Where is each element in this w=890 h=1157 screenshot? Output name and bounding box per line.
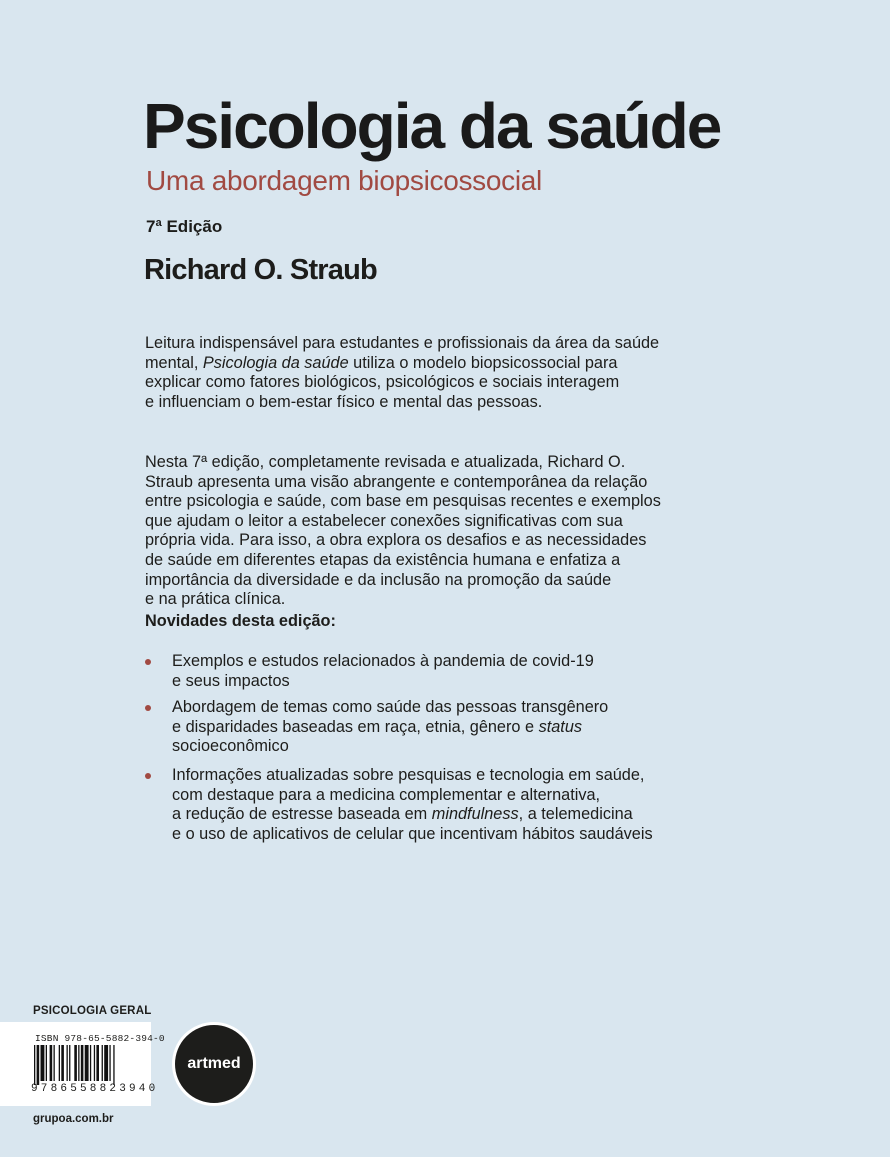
barcode-bar <box>113 1045 114 1085</box>
barcode-bar <box>67 1045 68 1081</box>
barcode-bar <box>41 1045 45 1081</box>
text-line <box>172 718 608 738</box>
edition-label: 7ª Edição <box>146 217 223 236</box>
text-line: entre psicologia e saúde, com base em pesquisas recentes e exemplos <box>145 492 661 511</box>
text-line: e na prática clínica. <box>145 590 286 609</box>
text-line: e o uso de aplicativos de celular que incentivam hábitos saudáveis <box>172 824 653 843</box>
text-line <box>145 354 659 374</box>
barcode-bar <box>104 1045 108 1081</box>
barcode-bar <box>37 1045 40 1085</box>
text-line: Informações atualizadas sobre pesquisas e tecnologia em saúde, <box>172 766 645 784</box>
bullet-dot-icon <box>145 705 151 711</box>
publisher-name: artmed <box>187 1055 241 1072</box>
novidades-heading: Novidades desta edição: <box>145 612 336 630</box>
barcode-bar <box>54 1045 55 1081</box>
barcode-icon <box>34 1045 142 1085</box>
text-line: com destaque para a medicina complementar e alternativa, <box>172 785 601 804</box>
barcode-bar <box>61 1045 64 1081</box>
text-segment: mental, <box>145 353 203 372</box>
bullet-dot-icon <box>145 773 151 779</box>
description-paragraph-2 <box>145 453 661 610</box>
barcode-bar <box>94 1045 95 1081</box>
text-segment: e disparidades baseadas em raça, etnia, gênero e <box>172 717 539 736</box>
barcode-bar <box>74 1045 77 1081</box>
barcode-bar <box>50 1045 53 1081</box>
barcode-bar <box>59 1045 60 1081</box>
italic-book-title: Psicologia da saúde <box>202 353 349 372</box>
bullet-dot-icon <box>145 659 151 665</box>
barcode-number: 9786558823940 <box>31 1083 159 1095</box>
description-paragraph-1 <box>145 334 659 412</box>
isbn-text: ISBN 978-65-5882-394-0 <box>35 1033 165 1044</box>
text-line <box>172 805 653 825</box>
text-line: de saúde em diferentes etapas da existência humana e enfatiza a <box>145 550 621 569</box>
category-label: PSICOLOGIA GERAL <box>33 1005 152 1017</box>
text-line: Leitura indispensável para estudantes e profissionais da área da saúde <box>145 334 660 352</box>
text-line: Abordagem de temas como saúde das pessoas transgênero <box>172 698 609 716</box>
text-line: Exemplos e estudos relacionados à pandemia de covid-19 <box>172 652 594 670</box>
text-line: socioeconômico <box>172 737 289 756</box>
text-line: que ajudam o leitor a estabelecer conexões significativas com sua <box>145 511 623 530</box>
text-line: Nesta 7ª edição, completamente revisada e atualizada, Richard O. <box>145 453 626 471</box>
book-title: Psicologia da saúde <box>143 90 721 162</box>
italic-term: status <box>538 717 583 736</box>
publisher-logo <box>172 1022 256 1106</box>
text-segment: a redução de estresse baseada em <box>172 805 432 824</box>
barcode-bar <box>81 1045 84 1081</box>
text-segment: , a telemedicina <box>518 805 633 824</box>
book-subtitle: Uma abordagem biopsicossocial <box>146 165 542 196</box>
barcode-bar <box>34 1045 35 1085</box>
barcode-bar <box>85 1045 89 1081</box>
text-line: própria vida. Para isso, a obra explora os desafios e as necessidades <box>145 531 647 550</box>
barcode-bar <box>78 1045 79 1081</box>
text-line: e influenciam o bem-estar físico e mental das pessoas. <box>145 392 543 411</box>
website-link[interactable]: grupoa.com.br <box>33 1113 114 1125</box>
text-line: Straub apresenta uma visão abrangente e contemporânea da relação <box>145 472 648 491</box>
barcode-bar <box>96 1045 99 1081</box>
text-line: e seus impactos <box>172 671 290 690</box>
barcode-bar <box>46 1045 47 1081</box>
author-name: Richard O. Straub <box>144 254 377 286</box>
text-line: explicar como fatores biológicos, psicológicos e sociais interagem <box>145 373 620 392</box>
barcode-bar <box>90 1045 91 1081</box>
italic-term: mindfulness <box>431 805 519 824</box>
text-segment: utiliza o modelo biopsicossocial para <box>348 353 618 372</box>
barcode-bar <box>69 1045 70 1081</box>
barcode-bar <box>102 1045 103 1081</box>
text-line: importância da diversidade e da inclusão na promoção da saúde <box>145 570 612 589</box>
barcode-bar <box>109 1045 110 1081</box>
